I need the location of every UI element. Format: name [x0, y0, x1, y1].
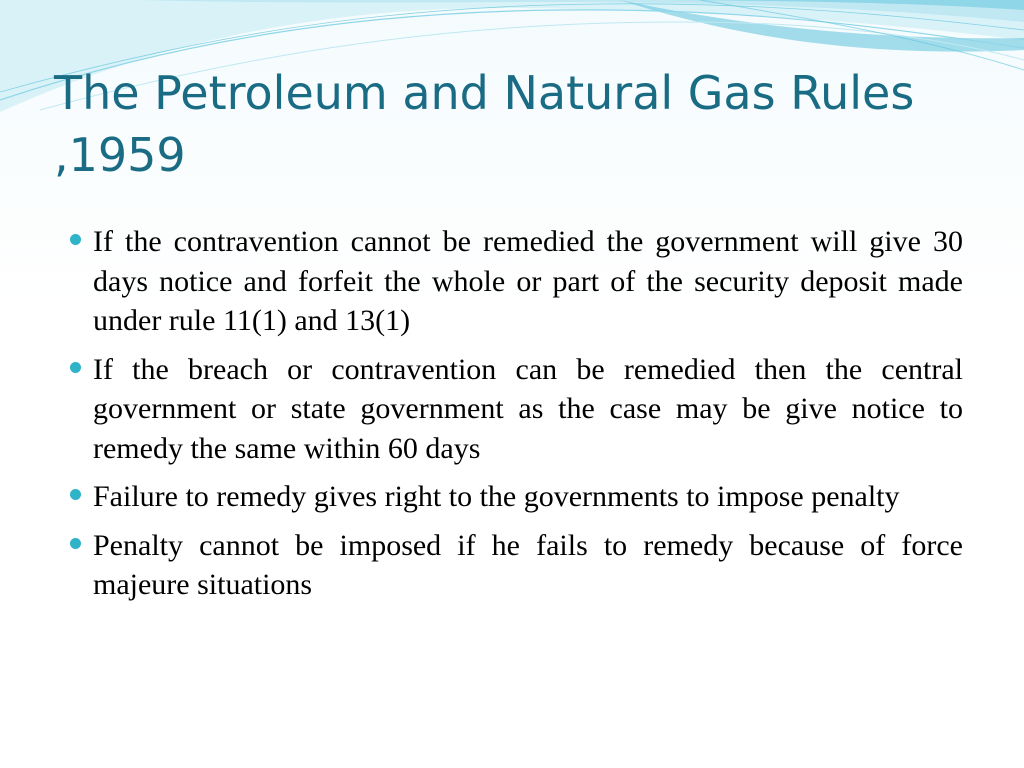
bullet-text: If the breach or contravention can be remedied then the central government or state government as the case may be give notice to remedy the same within 60 days	[93, 352, 963, 465]
bullet-dot-icon	[70, 362, 81, 373]
bullet-dot-icon	[70, 538, 81, 549]
slide-title: The Petroleum and Natural Gas Rules ,1959	[54, 66, 915, 182]
bullet-dot-icon	[70, 489, 81, 500]
bullet-item	[70, 222, 963, 341]
bullet-text: Penalty cannot be imposed if he fails to remedy because of force majeure situations	[93, 528, 963, 601]
bullet-item	[70, 526, 963, 605]
bullet-dot-icon	[70, 234, 81, 245]
bullet-item	[70, 350, 963, 469]
bullet-text: Failure to remedy gives right to the governments to impose penalty	[93, 480, 900, 513]
bullet-list	[70, 222, 963, 614]
bullet-text: If the contravention cannot be remedied the government will give 30 days notice and forfeit the whole or part of the security deposit made under rule 11(1) and 13(1)	[93, 225, 963, 337]
bullet-item	[70, 477, 963, 517]
